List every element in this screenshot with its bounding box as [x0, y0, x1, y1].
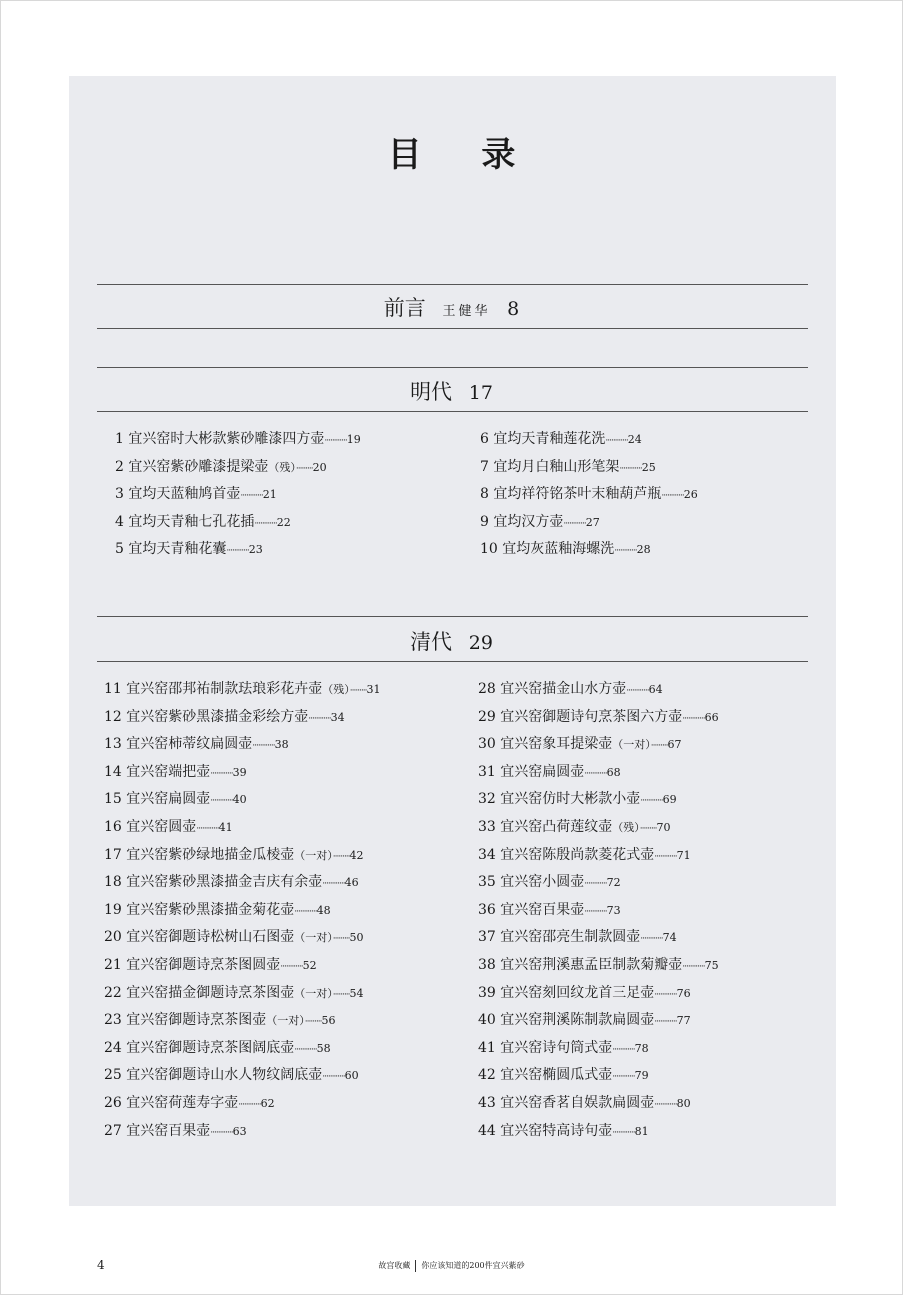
- entry-title: 宜兴窑百果壶: [126, 1122, 211, 1139]
- entry-title: 宜兴窑陈殷尚款菱花式壶: [500, 846, 655, 863]
- leader-dots: ············: [612, 1127, 635, 1138]
- toc-entry[interactable]: [478, 1090, 719, 1118]
- toc-entry[interactable]: [478, 731, 719, 759]
- entry-title: 宜兴窑凸荷莲纹壶: [500, 818, 613, 835]
- entry-number: 33: [478, 818, 496, 835]
- entry-page: 76: [676, 986, 691, 1000]
- entry-title: 宜兴窑御题诗烹茶图阔底壶: [126, 1039, 295, 1056]
- toc-entry[interactable]: [104, 1007, 381, 1035]
- divider: [97, 661, 808, 662]
- divider: [97, 328, 808, 329]
- leader-dots: ············: [626, 686, 649, 696]
- section-page: 8: [507, 298, 520, 320]
- toc-entry[interactable]: [104, 869, 381, 897]
- leader-dots: ·········: [304, 1017, 322, 1028]
- section-label: 明代: [410, 380, 453, 404]
- entry-title: 宜兴窑百果壶: [500, 901, 585, 918]
- toc-entry[interactable]: [104, 980, 381, 1008]
- toc-entry[interactable]: [478, 897, 719, 925]
- entry-title: 宜兴窑御题诗烹茶图壶: [126, 1012, 267, 1029]
- entry-page: 54: [349, 986, 364, 1000]
- entry-page: 71: [676, 848, 691, 862]
- entry-note: （一对）: [266, 1014, 305, 1028]
- leader-dots: ············: [322, 1072, 345, 1083]
- leader-dots: ············: [308, 713, 331, 724]
- entry-page: 50: [349, 931, 364, 945]
- toc-entry[interactable]: [478, 786, 719, 814]
- entry-page: 75: [704, 958, 719, 972]
- toc-entry[interactable]: [115, 536, 361, 564]
- entry-note: （一对）: [294, 986, 333, 1000]
- entry-page: 78: [634, 1041, 649, 1055]
- leader-dots: ············: [682, 713, 705, 724]
- entry-number: 35: [478, 874, 496, 891]
- entry-note: （一对）: [612, 738, 651, 752]
- entry-number: 23: [104, 1012, 122, 1029]
- entry-page: 74: [662, 931, 677, 945]
- entry-number: 29: [478, 708, 496, 725]
- entry-number: 11: [104, 681, 122, 697]
- leader-dots: ············: [682, 961, 705, 972]
- entry-title: 宜兴窑香茗自娱款扁圆壶: [500, 1094, 655, 1111]
- entry-title: 宜均天青釉七孔花插: [128, 513, 255, 530]
- toc-entry[interactable]: [115, 509, 361, 537]
- entry-page: 60: [344, 1069, 359, 1083]
- entry-title: 宜均祥符铭茶叶末釉葫芦瓶: [493, 486, 662, 503]
- leader-dots: ············: [563, 518, 586, 529]
- entry-title: 宜兴窑描金御题诗烹茶图壶: [126, 984, 295, 1001]
- entry-page: 22: [276, 515, 291, 529]
- entry-number: 34: [478, 846, 496, 863]
- entry-title: 宜兴窑诗句筒式壶: [500, 1039, 613, 1056]
- footer-page-number: 4: [97, 1258, 105, 1272]
- toc-entry[interactable]: [115, 454, 361, 482]
- divider: [97, 616, 808, 617]
- entry-title: 宜兴窑邵亮生制款圆壶: [500, 929, 641, 946]
- entry-title: 宜均天青釉花囊: [128, 541, 227, 558]
- entry-title: 宜均天青釉莲花洗: [493, 431, 606, 447]
- entry-page: 23: [248, 543, 263, 557]
- leader-dots: ············: [654, 1017, 677, 1028]
- entry-number: 15: [104, 791, 122, 808]
- section-qing: [0, 626, 903, 656]
- entry-title: 宜兴窑邵邦祐制款珐琅彩花卉壶: [126, 681, 323, 697]
- entry-title: 宜均汉方壶: [493, 513, 564, 530]
- entry-number: 2: [115, 458, 124, 475]
- toc-entry[interactable]: [478, 842, 719, 870]
- entry-number: 31: [478, 763, 496, 780]
- entry-page: 69: [662, 793, 677, 807]
- leader-dots: ············: [210, 796, 233, 807]
- toc-entry[interactable]: [104, 842, 381, 870]
- leader-dots: ············: [612, 1072, 635, 1083]
- toc-entry[interactable]: [104, 704, 381, 732]
- qing-left-column: [104, 676, 381, 1145]
- toc-entry[interactable]: [478, 676, 719, 704]
- leader-dots: ············: [640, 934, 663, 945]
- entry-number: 17: [104, 846, 122, 863]
- leader-dots: ············: [280, 961, 303, 972]
- entry-page: 72: [606, 876, 621, 890]
- entry-number: 21: [104, 956, 122, 973]
- entry-page: 58: [316, 1041, 331, 1055]
- leader-dots: ············: [619, 463, 642, 474]
- leader-dots: ············: [584, 768, 607, 779]
- entry-page: 63: [232, 1124, 247, 1138]
- entry-note: （残）: [322, 683, 350, 696]
- entry-title: 宜兴窑描金山水方壶: [500, 681, 627, 697]
- entry-note: （残）: [268, 460, 296, 474]
- entry-title: 宜兴窑紫砂黑漆描金彩绘方壶: [126, 708, 309, 725]
- entry-title: 宜均月白釉山形笔架: [493, 458, 620, 475]
- entry-number: 16: [104, 818, 122, 835]
- entry-title: 宜兴窑紫砂黑漆描金菊花壶: [126, 901, 295, 918]
- toc-entry[interactable]: [104, 924, 381, 952]
- entry-page: 34: [330, 710, 345, 724]
- entry-page: 73: [606, 903, 621, 917]
- ming-right-column: [480, 426, 698, 564]
- leader-dots: ············: [324, 436, 347, 446]
- entry-page: 24: [627, 433, 642, 446]
- entry-number: 12: [104, 708, 122, 725]
- entry-number: 5: [115, 541, 124, 558]
- entry-title: 宜兴窑椭圆瓜式壶: [500, 1067, 613, 1084]
- footer-title: [0, 1260, 903, 1272]
- entry-page: 28: [636, 543, 651, 557]
- entry-number: 9: [480, 513, 489, 530]
- section-ming: [0, 376, 903, 406]
- toc-entry[interactable]: [104, 759, 381, 787]
- entry-title: 宜兴窑特高诗句壶: [500, 1122, 613, 1139]
- entry-title: 宜兴窑紫砂黑漆描金吉庆有余壶: [126, 874, 323, 891]
- entry-number: 25: [104, 1067, 122, 1084]
- entry-number: 19: [104, 901, 122, 918]
- toc-entry[interactable]: [478, 980, 719, 1008]
- toc-entry[interactable]: [104, 676, 381, 704]
- entry-page: 64: [648, 683, 663, 696]
- toc-entry[interactable]: [115, 481, 361, 509]
- page-title: 目 录: [387, 135, 540, 175]
- entry-title: 宜兴窑紫砂绿地描金瓜棱壶: [126, 846, 295, 863]
- entry-title: 宜兴窑御题诗句烹茶图六方壶: [500, 708, 683, 725]
- toc-entry[interactable]: [104, 1062, 381, 1090]
- entry-page: 81: [634, 1124, 649, 1138]
- entry-title: 宜兴窑小圆壶: [500, 874, 585, 891]
- leader-dots: ·········: [349, 686, 367, 696]
- entry-page: 52: [302, 958, 317, 972]
- entry-page: 31: [366, 683, 381, 696]
- divider: [97, 284, 808, 285]
- entry-title: 宜兴窑紫砂雕漆提梁壶: [128, 458, 269, 475]
- entry-number: 41: [478, 1039, 496, 1056]
- entry-page: 66: [704, 710, 719, 724]
- toc-entry[interactable]: [104, 952, 381, 980]
- entry-page: 40: [232, 793, 247, 807]
- toc-entry[interactable]: [480, 509, 698, 537]
- leader-dots: ·········: [332, 934, 350, 945]
- entry-page: 68: [606, 765, 621, 779]
- entry-number: 1: [115, 431, 124, 447]
- leader-dots: ············: [294, 1044, 317, 1055]
- entry-page: 27: [585, 515, 600, 529]
- leader-dots: ·········: [639, 823, 657, 834]
- entry-page: 25: [641, 460, 656, 474]
- leader-dots: ············: [252, 741, 275, 752]
- entry-title: 宜兴窑时大彬款紫砂雕漆四方壶: [128, 431, 325, 447]
- entry-number: 6: [480, 431, 489, 447]
- entry-note: （一对）: [294, 931, 333, 945]
- entry-number: 14: [104, 763, 122, 780]
- entry-number: 26: [104, 1094, 122, 1111]
- toc-entry[interactable]: [478, 924, 719, 952]
- leader-dots: ············: [210, 768, 233, 779]
- leader-dots: ·········: [295, 463, 313, 474]
- entry-title: 宜兴窑荷莲寿字壶: [126, 1094, 239, 1111]
- entry-title: 宜兴窑象耳提梁壶: [500, 736, 613, 753]
- toc-entry[interactable]: [104, 1118, 381, 1146]
- leader-dots: ············: [612, 1044, 635, 1055]
- toc-entry[interactable]: [104, 786, 381, 814]
- footer-right: 你应该知道的200件宜兴紫砂: [421, 1261, 525, 1270]
- qing-right-column: [478, 676, 719, 1145]
- toc-entry[interactable]: [480, 481, 698, 509]
- entry-number: 32: [478, 791, 496, 808]
- author: 王健华: [442, 304, 491, 319]
- entry-number: 24: [104, 1039, 122, 1056]
- entry-page: 62: [260, 1096, 275, 1110]
- entry-page: 67: [667, 738, 682, 752]
- entry-number: 22: [104, 984, 122, 1001]
- entry-page: 39: [232, 765, 247, 779]
- leader-dots: ············: [196, 823, 219, 834]
- entry-page: 70: [656, 820, 671, 834]
- toc-entry[interactable]: [478, 814, 719, 842]
- entry-title: 宜均灰蓝釉海螺洗: [502, 541, 615, 558]
- entry-page: 77: [676, 1014, 691, 1028]
- toc-entry[interactable]: [104, 897, 381, 925]
- entry-number: 4: [115, 513, 124, 530]
- leader-dots: ············: [584, 906, 607, 917]
- leader-dots: ············: [654, 851, 677, 862]
- leader-dots: ·········: [650, 741, 668, 752]
- leader-dots: ············: [226, 546, 249, 557]
- section-page: 17: [468, 382, 493, 404]
- footer-left: 故宫收藏: [378, 1261, 411, 1270]
- toc-entry[interactable]: [480, 426, 698, 454]
- leader-dots: ············: [238, 1099, 261, 1110]
- entry-title: 宜兴窑端把壶: [126, 763, 211, 780]
- leader-dots: ·········: [332, 989, 350, 1000]
- entry-number: 3: [115, 486, 124, 503]
- entry-page: 21: [262, 488, 277, 502]
- leader-dots: ············: [605, 436, 628, 446]
- toc-entry[interactable]: [478, 869, 719, 897]
- entry-title: 宜兴窑荆溪陈制款扁圆壶: [500, 1012, 655, 1029]
- entry-page: 79: [634, 1069, 649, 1083]
- entry-number: 40: [478, 1012, 496, 1029]
- entry-page: 48: [316, 903, 331, 917]
- entry-page: 56: [321, 1014, 336, 1028]
- leader-dots: ············: [240, 491, 263, 502]
- toc-entry[interactable]: [104, 814, 381, 842]
- leader-dots: ············: [640, 796, 663, 807]
- leader-dots: ············: [294, 906, 317, 917]
- entry-number: 28: [478, 681, 496, 697]
- entry-number: 20: [104, 929, 122, 946]
- toc-entry[interactable]: [478, 1007, 719, 1035]
- entry-number: 39: [478, 984, 496, 1001]
- divider: [97, 411, 808, 412]
- entry-page: 41: [218, 820, 233, 834]
- toc-entry[interactable]: [478, 1035, 719, 1063]
- entry-title: 宜兴窑荆溪惠孟臣制款菊瓣壶: [500, 956, 683, 973]
- leader-dots: ············: [322, 879, 345, 890]
- entry-note: （残）: [612, 820, 640, 834]
- entry-title: 宜兴窑御题诗山水人物纹阔底壶: [126, 1067, 323, 1084]
- toc-entry[interactable]: [478, 1118, 719, 1146]
- toc-entry[interactable]: [104, 1035, 381, 1063]
- entry-title: 宜兴窑扁圆壶: [126, 791, 211, 808]
- toc-entry[interactable]: [478, 759, 719, 787]
- entry-title: 宜兴窑御题诗烹茶图圆壶: [126, 956, 281, 973]
- footer-separator: [415, 1260, 416, 1272]
- entry-page: 38: [274, 738, 289, 752]
- entry-number: 13: [104, 736, 122, 753]
- toc-entry[interactable]: [478, 952, 719, 980]
- leader-dots: ············: [654, 1099, 677, 1110]
- entry-title: 宜兴窑柿蒂纹扁圆壶: [126, 736, 253, 753]
- toc-entry[interactable]: [478, 1062, 719, 1090]
- section-label: 清代: [410, 630, 453, 654]
- divider: [97, 367, 808, 368]
- entry-page: 26: [683, 488, 698, 502]
- section-label: 前言: [383, 296, 426, 320]
- entry-number: 43: [478, 1094, 496, 1111]
- toc-entry[interactable]: [478, 704, 719, 732]
- leader-dots: ············: [584, 879, 607, 890]
- toc-entry[interactable]: [480, 454, 698, 482]
- toc-entry[interactable]: [104, 1090, 381, 1118]
- entry-page: 20: [312, 460, 327, 474]
- toc-entry[interactable]: [104, 731, 381, 759]
- entry-number: 10: [480, 541, 498, 558]
- entry-title: 宜兴窑仿时大彬款小壶: [500, 791, 641, 808]
- toc-entry[interactable]: [115, 426, 361, 454]
- entry-title: 宜兴窑扁圆壶: [500, 763, 585, 780]
- entry-title: 宜兴窑御题诗松树山石图壶: [126, 929, 295, 946]
- entry-title: 宜兴窑圆壶: [126, 818, 197, 835]
- entry-note: （一对）: [294, 848, 333, 862]
- entry-number: 37: [478, 929, 496, 946]
- entry-number: 8: [480, 486, 489, 503]
- leader-dots: ············: [210, 1127, 233, 1138]
- entry-title: 宜均天蓝釉鸠首壶: [128, 486, 241, 503]
- entry-number: 44: [478, 1122, 496, 1139]
- entry-number: 36: [478, 901, 496, 918]
- entry-number: 7: [480, 458, 489, 475]
- toc-entry[interactable]: [480, 536, 698, 564]
- entry-page: 19: [346, 433, 361, 446]
- entry-number: 27: [104, 1122, 122, 1139]
- entry-page: 80: [676, 1096, 691, 1110]
- entry-number: 30: [478, 736, 496, 753]
- ming-left-column: [115, 426, 361, 564]
- leader-dots: ············: [654, 989, 677, 1000]
- entry-page: 46: [344, 876, 359, 890]
- entry-page: 42: [349, 848, 364, 862]
- entry-number: 38: [478, 956, 496, 973]
- leader-dots: ·········: [332, 851, 350, 862]
- section-preface: [0, 292, 903, 322]
- leader-dots: ············: [614, 546, 637, 557]
- entry-number: 18: [104, 874, 122, 891]
- entry-number: 42: [478, 1067, 496, 1084]
- section-page: 29: [468, 632, 493, 654]
- entry-title: 宜兴窑刻回纹龙首三足壶: [500, 984, 655, 1001]
- leader-dots: ············: [661, 491, 684, 502]
- leader-dots: ············: [254, 518, 277, 529]
